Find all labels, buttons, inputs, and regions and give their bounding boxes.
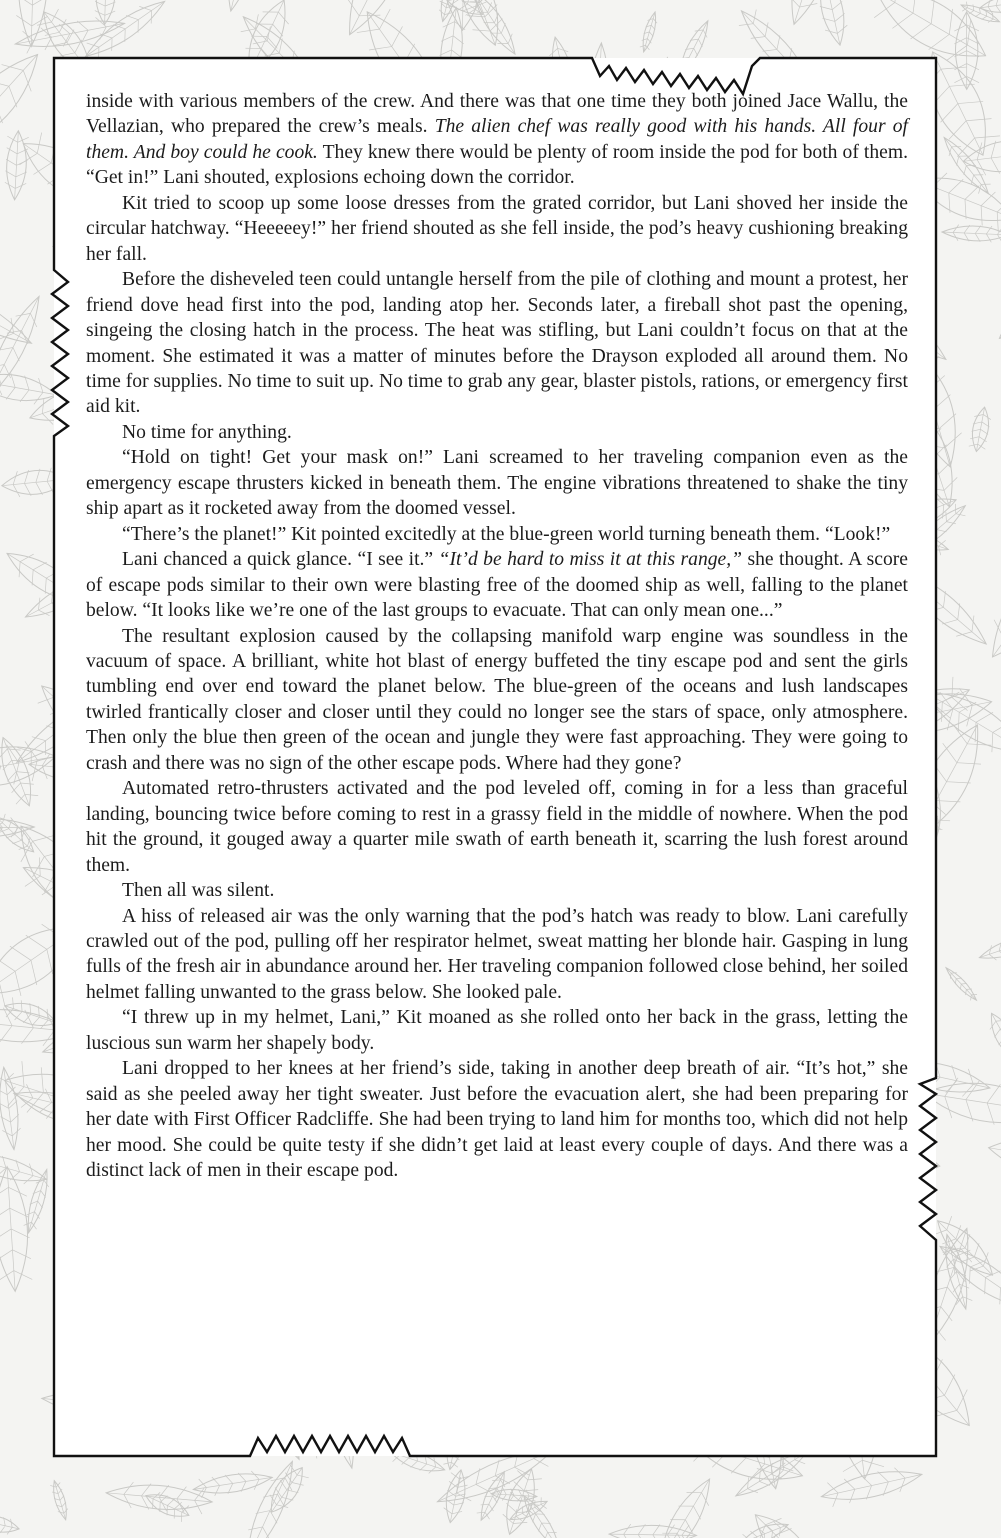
story-paragraph — [86, 191, 908, 267]
story-paragraph — [86, 1005, 908, 1056]
story-paragraph — [86, 878, 908, 903]
story-paragraph — [86, 904, 908, 1006]
text-segment: Lani dropped to her knees at her friend’s side, taking in another deep breath of air. “It’s hot,” she said as she peeled away her tight sweater. Just before the evacuation alert, she had been preparing for her date with First Officer Radcliffe. She had been trying to land him for months too, which did not help her mood. She could be quite testy if she didn’t get laid at least every couple of days. And there was a distinct lack of men in their escape pod. — [86, 1058, 908, 1182]
text-segment: inside with various members of the crew. And there was that one time they both joined Jace Wallu, the Vellazian, who prepared the crew’s meals. — [86, 91, 908, 138]
text-segment: They knew there would be plenty of room inside the pod for both of them. “Get in!” Lani shouted, explosions echoing down the corridor. — [86, 141, 909, 189]
text-segment: Lani chanced a quick glance. “I see it.” — [122, 549, 439, 571]
story-paragraph — [86, 89, 908, 191]
story-paragraph — [86, 547, 908, 623]
italic-text-segment: The alien chef was really good with his hands. All four of them. And boy could he cook. — [86, 116, 908, 163]
text-segment: “I threw up in my helmet, Lani,” Kit moaned as she rolled onto her back in the grass, letting the luscious sun warm her shapely body. — [86, 1007, 908, 1054]
text-segment: “There’s the planet!” Kit pointed excitedly at the blue-green world turning beneath them. “Look!” — [122, 523, 891, 545]
text-segment: No time for anything. — [122, 421, 292, 443]
story-paragraph — [86, 522, 908, 547]
text-segment: Then all was silent. — [122, 880, 275, 902]
text-segment: Before the disheveled teen could untangle herself from the pile of clothing and mount a protest, her friend dove head first into the pod, landing atop her. Seconds later, a fireball shot past the opening, singeing the closing hatch in the process. The heat was stifling, but Lani couldn’t focus on that at the moment. She estimated it was a matter of minutes before the Drayson exploded all around them. No time for supplies. No time to suit up. No time to grab any gear, blaster pistols, rations, or emergency first aid kit. — [86, 269, 908, 418]
story-paragraph — [86, 420, 908, 445]
text-segment: she thought. A score of escape pods similar to their own were blasting free of the doomed ship as well, falling to the planet below. “It looks like we’re one of the last groups to evacuate. That can only mean one...” — [86, 549, 909, 622]
story-paragraph — [86, 445, 908, 521]
text-segment: The resultant explosion caused by the collapsing manifold warp engine was soundless in the vacuum of space. A brilliant, white hot blast of energy buffeted the tiny escape pod and sent the girls tumbling end over end toward the planet below. The blue-green of the oceans and lush landscapes twirled frantically closer and closer until they could no longer see the stars of space, only atmosphere. Then only the blue then green of the ocean and jungle they were fast approaching. They were going to crash and there was no sign of the other escape pods. Where had they gone? — [86, 625, 908, 774]
story-paragraph — [86, 776, 908, 878]
story-paragraph — [86, 1056, 908, 1183]
text-segment: Automated retro-thrusters activated and the pod leveled off, coming in for a less than graceful landing, bouncing twice before coming to rest in a grassy field in the middle of nowhere. When the pod hit the ground, it gouged away a quarter mile swath of earth beneath it, scarring the lush forest around them. — [86, 778, 908, 876]
italic-text-segment: “It’d be hard to miss it at this range,” — [438, 549, 743, 571]
story-text — [86, 89, 908, 1183]
story-paragraph — [86, 624, 908, 777]
text-segment: Kit tried to scoop up some loose dresses from the grated corridor, but Lani shoved her inside the circular hatchway. “Heeeeey!” her friend shouted as she fell inside, the pod’s heavy cushioning breaking her fall. — [86, 192, 908, 265]
text-segment: A hiss of released air was the only warning that the pod’s hatch was ready to blow. Lani carefully crawled out of the pod, pulling off her respirator helmet, sweat matting her blonde hair. Gasping in lung fulls of the fresh air in abundance around her. Her traveling companion followed close behind, her soiled helmet falling unwanted to the grass below. She looked pale. — [86, 905, 908, 1003]
text-segment: “Hold on tight! Get your mask on!” Lani screamed to her traveling companion even as the emergency escape thrusters kicked in beneath them. The engine vibrations threatened to shake the tiny ship apart as it rocketed away from the doomed vessel. — [86, 447, 908, 520]
story-paragraph — [86, 267, 908, 420]
